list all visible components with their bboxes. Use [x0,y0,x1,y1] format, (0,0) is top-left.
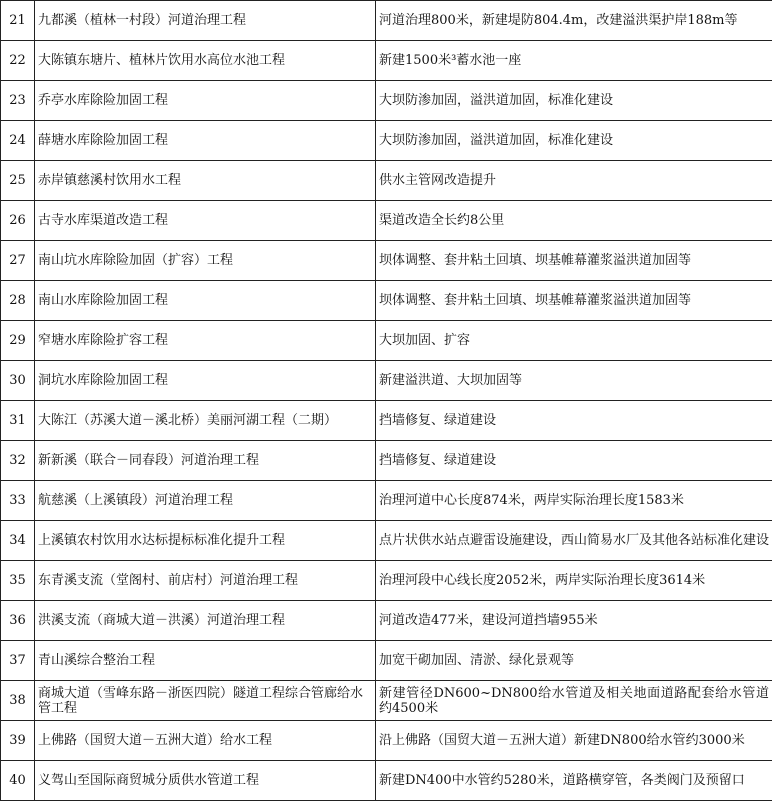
project-name: 义驾山至国际商贸城分质供水管道工程 [35,761,376,801]
project-name: 上佛路（国贸大道－五洲大道）给水工程 [35,721,376,761]
project-description: 治理河段中心线长度2052米，两岸实际治理长度3614米 [376,561,772,601]
project-description: 新建管径DN600~DN800给水管道及相关地面道路配套给水管道约4500米 [376,681,772,721]
row-number: 26 [1,201,35,241]
project-description: 坝体调整、套井粘土回填、坝基帷幕灌浆溢洪道加固等 [376,241,772,281]
table-row [1,721,772,761]
table-row [1,321,772,361]
project-description: 沿上佛路（国贸大道－五洲大道）新建DN800给水管约3000米 [376,721,772,761]
project-table-body [1,1,772,801]
table-row [1,641,772,681]
table-row [1,281,772,321]
project-name: 洞坑水库除险加固工程 [35,361,376,401]
row-number: 40 [1,761,35,801]
project-name: 大陈镇东塘片、植林片饮用水高位水池工程 [35,41,376,81]
project-description: 河道治理800米，新建堤防804.4m，改建溢洪渠护岸188m等 [376,1,772,41]
project-description: 治理河道中心长度874米，两岸实际治理长度1583米 [376,481,772,521]
project-description: 河道改造477米，建设河道挡墙955米 [376,601,772,641]
table-row [1,441,772,481]
table-row [1,1,772,41]
project-description: 大坝加固、扩容 [376,321,772,361]
row-number: 23 [1,81,35,121]
table-row [1,201,772,241]
project-description: 新建DN400中水管约5280米，道路横穿管，各类阀门及预留口 [376,761,772,801]
row-number: 34 [1,521,35,561]
row-number: 38 [1,681,35,721]
project-name: 窄塘水库除险扩容工程 [35,321,376,361]
project-description: 大坝防渗加固，溢洪道加固，标准化建设 [376,81,772,121]
project-description: 挡墙修复、绿道建设 [376,441,772,481]
project-name: 东青溪支流（堂阁村、前店村）河道治理工程 [35,561,376,601]
row-number: 27 [1,241,35,281]
row-number: 29 [1,321,35,361]
project-description: 新建溢洪道、大坝加固等 [376,361,772,401]
project-name: 九都溪（植林一村段）河道治理工程 [35,1,376,41]
project-description: 新建1500米³蓄水池一座 [376,41,772,81]
table-row [1,241,772,281]
table-row [1,761,772,801]
row-number: 36 [1,601,35,641]
row-number: 35 [1,561,35,601]
row-number: 37 [1,641,35,681]
row-number: 31 [1,401,35,441]
project-name: 南山水库除险加固工程 [35,281,376,321]
project-name: 洪溪支流（商城大道－洪溪）河道治理工程 [35,601,376,641]
project-name: 新新溪（联合－同春段）河道治理工程 [35,441,376,481]
project-name: 航慈溪（上溪镇段）河道治理工程 [35,481,376,521]
project-description: 加宽干砌加固、清淤、绿化景观等 [376,641,772,681]
row-number: 39 [1,721,35,761]
project-description: 坝体调整、套井粘土回填、坝基帷幕灌浆溢洪道加固等 [376,281,772,321]
table-row [1,161,772,201]
project-name: 青山溪综合整治工程 [35,641,376,681]
project-name: 大陈江（苏溪大道－溪北桥）美丽河湖工程（二期） [35,401,376,441]
row-number: 28 [1,281,35,321]
project-name: 古寺水库渠道改造工程 [35,201,376,241]
row-number: 25 [1,161,35,201]
project-description: 挡墙修复、绿道建设 [376,401,772,441]
project-name: 赤岸镇慈溪村饮用水工程 [35,161,376,201]
table-row [1,601,772,641]
project-name: 上溪镇农村饮用水达标提标标准化提升工程 [35,521,376,561]
project-name: 乔亭水库除险加固工程 [35,81,376,121]
table-row [1,521,772,561]
project-description: 大坝防渗加固，溢洪道加固，标准化建设 [376,121,772,161]
project-name: 薛塘水库除险加固工程 [35,121,376,161]
project-description: 供水主管网改造提升 [376,161,772,201]
row-number: 22 [1,41,35,81]
row-number: 21 [1,1,35,41]
table-row [1,361,772,401]
table-row [1,81,772,121]
row-number: 24 [1,121,35,161]
row-number: 30 [1,361,35,401]
row-number: 33 [1,481,35,521]
table-row [1,401,772,441]
project-description: 点片状供水站点避雷设施建设，西山简易水厂及其他各站标准化建设 [376,521,772,561]
table-row [1,121,772,161]
table-row [1,41,772,81]
project-name: 商城大道（雪峰东路－浙医四院）隧道工程综合管廊给水管工程 [35,681,376,721]
project-name: 南山坑水库除险加固（扩容）工程 [35,241,376,281]
table-row [1,561,772,601]
project-description: 渠道改造全长约8公里 [376,201,772,241]
table-row [1,681,772,721]
row-number: 32 [1,441,35,481]
table-row [1,481,772,521]
